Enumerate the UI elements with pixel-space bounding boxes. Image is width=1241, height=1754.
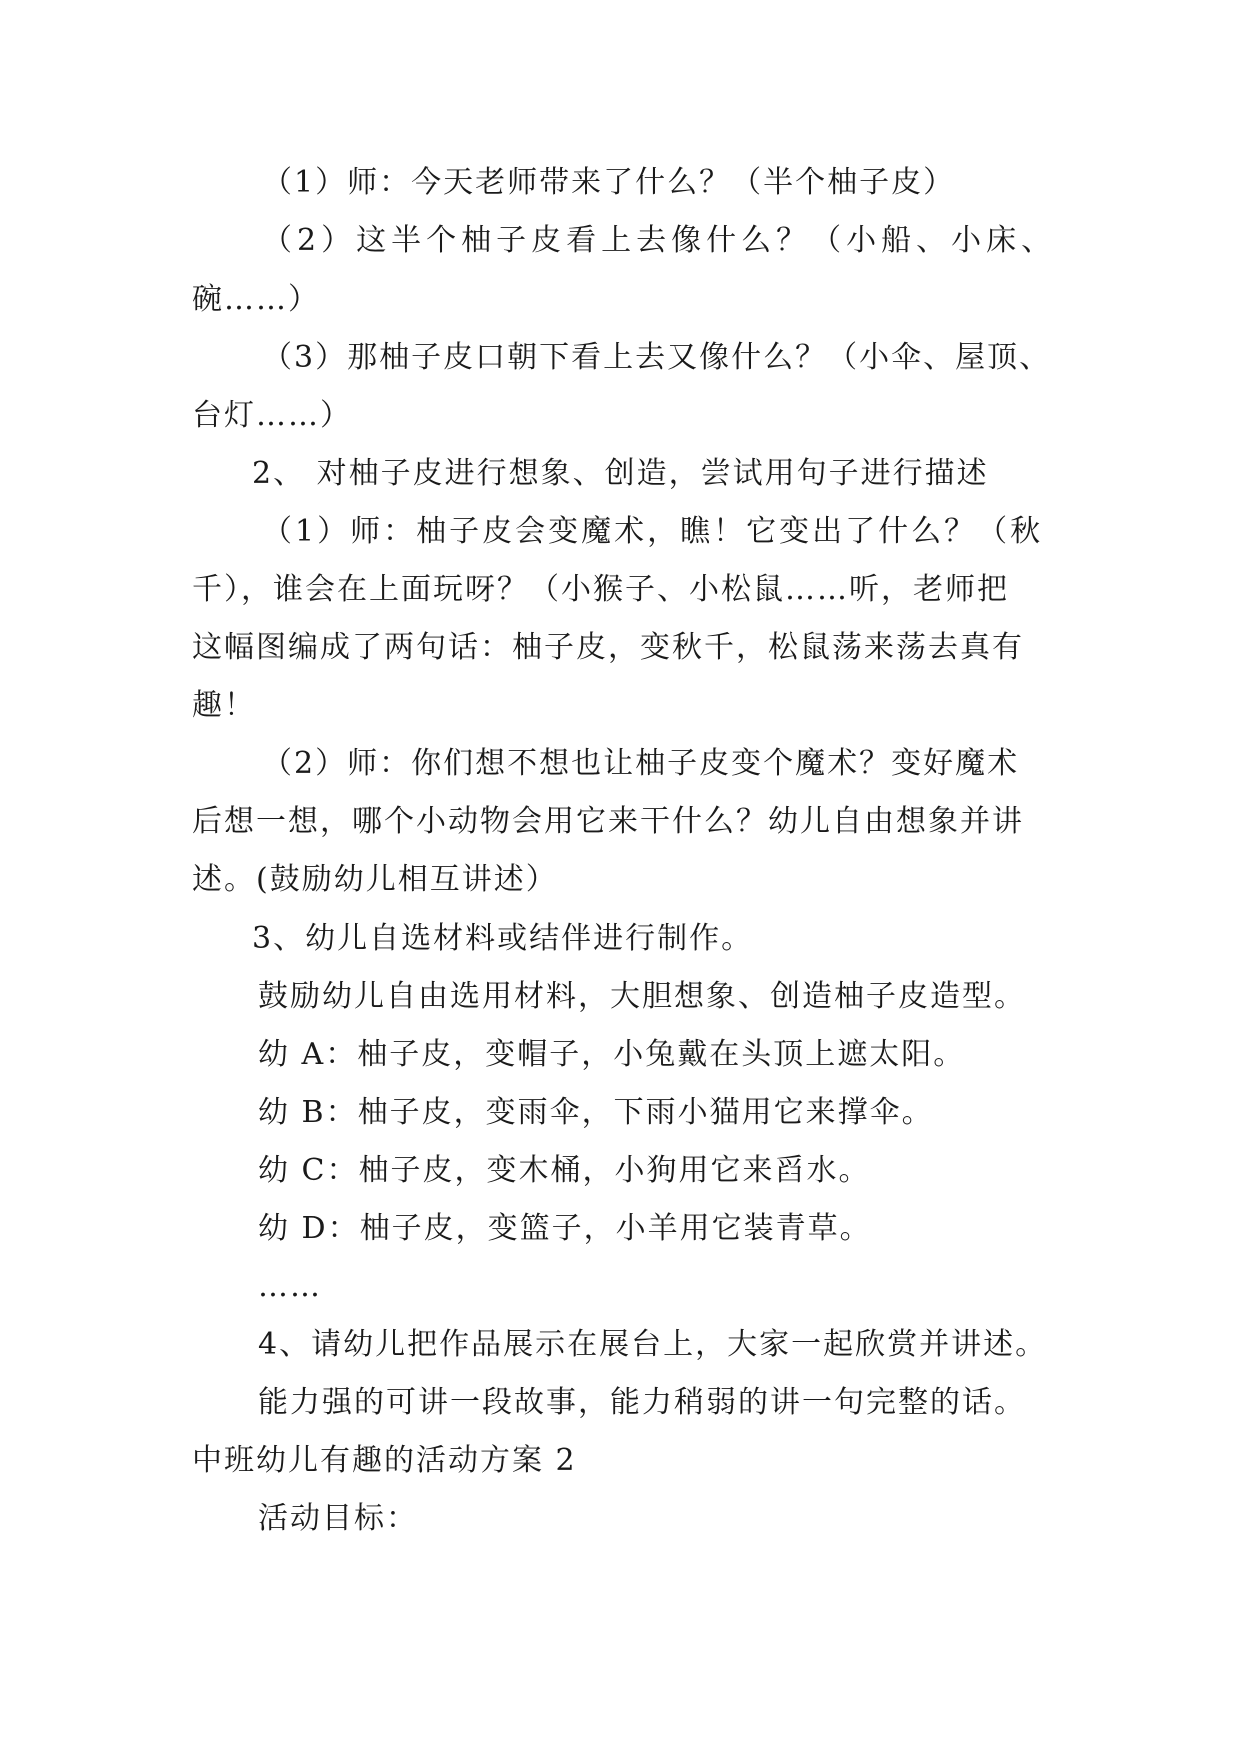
- text-line: 千），谁会在上面玩呀？（小猴子、小松鼠……听，老师把: [192, 572, 1009, 607]
- text-line: 碗……）: [192, 282, 320, 317]
- text-line: 这幅图编成了两句话：柚子皮，变秋千，松鼠荡来荡去真有: [192, 630, 1024, 665]
- text-line: 能力强的可讲一段故事，能力稍弱的讲一句完整的话。: [258, 1385, 1026, 1420]
- example-line: 幼 B：柚子皮，变雨伞，下雨小猫用它来撑伞。: [258, 1095, 934, 1130]
- text-line: （2）师：你们想不想也让柚子皮变个魔术？变好魔术: [262, 746, 1020, 781]
- document-title: 中班幼儿有趣的活动方案 2: [192, 1443, 577, 1478]
- section-heading: 3、幼儿自选材料或结伴进行制作。: [252, 921, 754, 956]
- section-heading: 4、请幼儿把作品展示在展台上，大家一起欣赏并讲述。: [258, 1327, 1048, 1362]
- example-line: 幼 C：柚子皮，变木桶，小狗用它来舀水。: [258, 1153, 871, 1188]
- text-line: （3）那柚子皮口朝下看上去又像什么？（小伞、屋顶、: [262, 340, 1052, 375]
- section-heading: 2、 对柚子皮进行想象、创造，尝试用句子进行描述: [252, 456, 989, 491]
- ellipsis-line: ……: [258, 1269, 322, 1304]
- text-line: 述。(鼓励幼儿相互讲述）: [192, 862, 558, 897]
- text-line: 台灯……）: [192, 398, 352, 433]
- section-label: 活动目标：: [258, 1501, 418, 1536]
- text-line: （2）这半个柚子皮看上去像什么？（小船、小床、: [262, 223, 1057, 258]
- text-line: （1）师：今天老师带来了什么？（半个柚子皮）: [262, 165, 956, 200]
- text-line: 后想一想，哪个小动物会用它来干什么？幼儿自由想象并讲: [192, 804, 1024, 839]
- text-line: 鼓励幼儿自由选用材料，大胆想象、创造柚子皮造型。: [258, 979, 1026, 1014]
- text-line: 趣！: [192, 688, 256, 723]
- example-line: 幼 D：柚子皮，变篮子，小羊用它装青草。: [258, 1211, 872, 1246]
- example-line: 幼 A：柚子皮，变帽子，小兔戴在头顶上遮太阳。: [258, 1037, 966, 1072]
- text-line: （1）师：柚子皮会变魔术，瞧！它变出了什么？（秋: [262, 514, 1044, 549]
